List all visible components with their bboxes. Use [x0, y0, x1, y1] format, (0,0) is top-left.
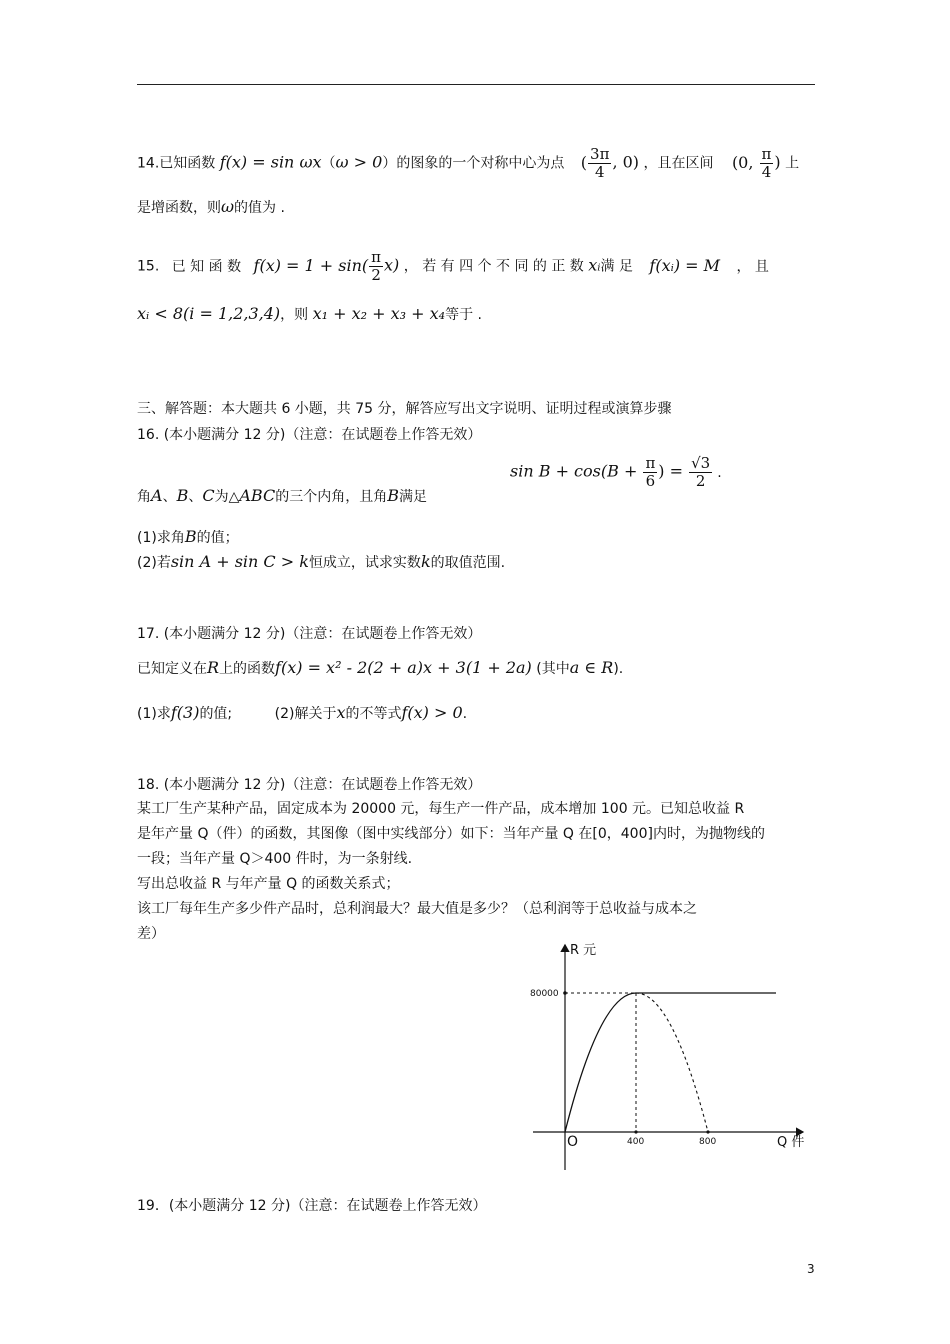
q14-text: 的值为 . [234, 200, 285, 216]
x-axis-label: Q 件 [777, 1135, 805, 1150]
q15-line1 [137, 249, 769, 284]
parabola-solid [565, 993, 636, 1132]
q15-text: ， 且 [736, 258, 769, 275]
q15-number: 15. [137, 258, 160, 275]
section-3-title: 三、解答题：本大题共 6 小题，共 75 分，解答应写出文字说明、证明过程或演算步骤 [137, 401, 672, 417]
q14-condition: ω > 0 [335, 152, 383, 172]
y-axis-label: R 元 [570, 943, 597, 958]
q16-heading: 16. (本小题满分 12 分)（注意：在试题卷上作答无效） [137, 427, 482, 443]
q15-condition: xᵢ < 8(i = 1,2,3,4) [137, 304, 281, 323]
q15-xi: xᵢ [588, 255, 601, 275]
q14-text: ，且在区间 [643, 155, 714, 172]
q14-line2 [137, 198, 285, 217]
q18-line5: 该工厂每年生产多少件产品时，总利润最大？最大值是多少？（总利润等于总收益与成本之 [137, 901, 697, 917]
q17-heading: 17. (本小题满分 12 分)（注意：在试题卷上作答无效） [137, 626, 482, 642]
q14-interval-head: (0, [731, 152, 759, 172]
q14-interval-fraction: $\frac{\pi}{4}$ [761, 145, 772, 181]
q14-point-tail: , 0) [612, 152, 640, 172]
q15-function-tail: x) [384, 255, 400, 275]
q19-heading: 19．(本小题满分 12 分)（注意：在试题卷上作答无效） [137, 1198, 487, 1214]
q15-equation: f(xᵢ) = M [649, 255, 721, 275]
q14-text: 的图象的一个对称中心为点 [396, 155, 565, 172]
q18-line6: 差） [137, 926, 165, 942]
q18-line4: 写出总收益 R 与年产量 Q 的函数关系式； [137, 876, 400, 892]
q14-number: 14. [137, 155, 160, 172]
x-tick-label-400: 400 [627, 1137, 645, 1147]
q15-text: ，则 [280, 307, 309, 323]
header-rule [137, 84, 815, 85]
page-number: 3 [807, 1262, 815, 1276]
q15-sum: x₁ + x₂ + x₃ + x₄ [312, 304, 446, 323]
q18-heading: 18. (本小题满分 12 分)（注意：在试题卷上作答无效） [137, 777, 482, 793]
parabola-dashed [636, 993, 708, 1132]
q15-function-head: f(x) = 1 + sin( [253, 255, 369, 275]
q15-line2 [137, 305, 482, 324]
q17-parts: (1)求f(3)的值; (2)解关于x的不等式f(x) > 0. [137, 703, 468, 722]
q15-text: 满 足 [600, 258, 633, 275]
q14-omega: ω [221, 197, 235, 216]
q15-function-fraction: $\frac{\pi}{2}$ [371, 248, 382, 284]
q18-line2: 是年产量 Q（件）的函数，其图像（图中实线部分）如下：当年产量 Q 在[0，400]内时，为抛物线的 [137, 826, 765, 842]
q18-line3: 一段；当年产量 Q＞400 件时，为一条射线. [137, 851, 413, 867]
y-tick-label: 80000 [530, 989, 559, 999]
q14-point-fraction: $\frac{3\pi}{4}$ [590, 145, 610, 181]
q15-text: ， 若 有 四 个 不 同 的 正 数 [403, 258, 584, 275]
revenue-graph [520, 935, 820, 1185]
q16-part2: (2)若sin A + sin C > k恒成立，试求实数k的取值范围. [137, 552, 506, 571]
q15-text: 等于 . [445, 307, 482, 323]
q16-equation: sin B + cos(B + $\frac{\pi}{6}$ ) = $\frac{√3}{2}$ . [510, 454, 722, 490]
q14-text: 已知函数 [159, 155, 216, 172]
q14-text: 是增函数，则 [137, 200, 221, 216]
q18-line1: 某工厂生产某种产品，固定成本为 20000 元，每生产一件产品，成本增加 100 元。已知总收益 R [137, 801, 745, 817]
x-tick-label-800: 800 [699, 1137, 717, 1147]
q17-statement: 已知定义在R上的函数f(x) = x² - 2(2 + a)x + 3(1 + 2a) (其中a ∈ R). [137, 658, 624, 677]
q14-function: f(x) = sin ωx [219, 152, 322, 172]
origin-label: O [567, 1134, 579, 1150]
q15-text: 已 知 函 数 [171, 258, 242, 275]
q16-part1: (1)求角B的值； [137, 527, 239, 546]
q16-statement: 角A、B、C为△ABC的三个内角，且角B满足 [137, 486, 427, 505]
q14-text: 上 [785, 155, 800, 172]
q14-line1: 14.已知函数 f(x) = sin ωx（ω > 0）的图象的一个对称中心为点 ( $\frac{3\pi}{4}$ , 0) ，且在区间 (0, $\frac{\pi}{4}$ ) 上 [137, 145, 800, 181]
